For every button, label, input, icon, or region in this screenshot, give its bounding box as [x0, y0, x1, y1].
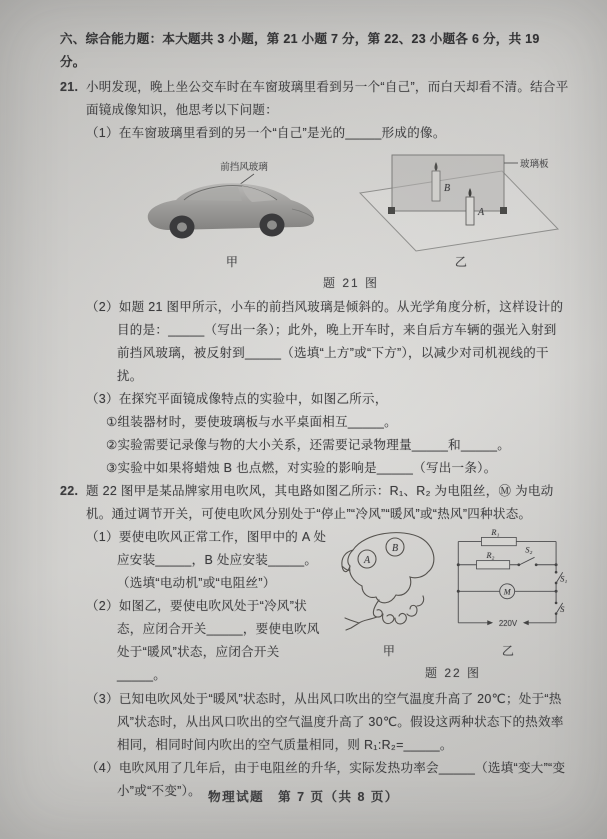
figure-22-circuit-caption: 乙 [501, 644, 515, 659]
figure-21-car [126, 157, 338, 269]
resistor-r2-label: R₂ [486, 551, 495, 561]
dryer-label-a: A [363, 555, 371, 567]
candle-a [466, 197, 474, 225]
figure-21-mirror-caption: 乙 [454, 255, 468, 269]
candle-b [432, 171, 440, 201]
q21-part-3-item-2: ②实验需要记录像与物的大小关系，还需要记录物理量_____和_____。 [106, 438, 511, 453]
mirror-experiment-diagram [352, 149, 570, 253]
circuit-diagram [445, 524, 571, 642]
switch-s2-contact-2 [535, 564, 538, 567]
plate-base-right [500, 207, 507, 214]
junction-left-r2 [457, 564, 460, 567]
figure-21-car-caption: 甲 [225, 255, 239, 269]
hair-dryer-sketch [337, 524, 441, 642]
switch-s-contact-1 [555, 602, 558, 605]
figure-22 [337, 524, 569, 683]
switch-s-contact-2 [555, 613, 558, 616]
question-21-stem: 小明发现，晚上坐公交车时在车窗玻璃里看到另一个“自己”，而白天却看不清。结合平面镜成像知识，他思考以下问题： [86, 80, 569, 117]
section-header: 六、综合能力题：本大题共 3 小题，第 21 小题 7 分，第 22、23 小题各 6 分，共 19 分。 [60, 32, 540, 69]
q21-part-3-item-3: ③实验中如果将蜡烛 B 也点燃，对实验的影响是_____（写出一条）。 [106, 461, 497, 476]
figure-22-dryer-caption: 甲 [382, 644, 396, 659]
source-arrow-left [487, 621, 493, 626]
q21-part-1: （1）在车窗玻璃里看到的另一个“自己”是光的_____形成的像。 [86, 126, 446, 140]
figure-21 [126, 149, 576, 294]
candle-a-label: A [478, 207, 485, 218]
car-front-hub [267, 220, 277, 229]
q22-part-4: （4）电吹风用了几年后，由于电阻丝的升华，实际发热功率会_____（选填“变大”“变小”或“不变”）。 [86, 760, 566, 798]
resistor-r2 [477, 561, 510, 569]
q21-part-3-item-1: ①组装器材时，要使玻璃板与水平桌面相互_____。 [106, 415, 397, 430]
switch-s1-label: S₁ [560, 574, 568, 584]
source-arrow-right [523, 621, 529, 626]
switch-s2-blade [520, 558, 535, 565]
switch-s2-label: S₂ [525, 545, 533, 555]
junction-left-motor [457, 590, 460, 593]
q21-part-3: （3）在探究平面镜成像特点的实验中，如图乙所示， [86, 392, 388, 407]
figure-21-mirror [352, 149, 570, 269]
car-illustration [126, 157, 338, 253]
question-22 [60, 480, 569, 526]
candle-b-label: B [444, 183, 451, 194]
question-22-body [60, 526, 569, 802]
q21-part-2: （2）如题 21 图甲所示，小车的前挡风玻璃是倾斜的。从光学角度分析，这样设计的目的是：_____（写出一条）；此外，晚上开车时，来自后方车辆的强光入射到前挡风玻璃，被反射到_____（选填“上方”或“下方”），以减少对司机视线的干扰。 [86, 300, 564, 384]
figure-22-circuit [445, 524, 571, 658]
plate-base-left [388, 207, 395, 214]
page-footer: 物理试题 第 7 页（共 8 页） [208, 790, 399, 804]
page-content [60, 28, 569, 803]
q22-part-1: （1）要使电吹风正常工作，图甲中的 A 处应安装_____，B 处应安装_____。（选填“电动机”或“电阻丝”） [86, 530, 327, 591]
question-22-stem: 题 22 图甲是某品牌家用电吹风，其电路如图乙所示：R₁、R₂ 为电阻丝，Ⓜ 为电动机。通过调节开关，可使电吹风分别处于“停止”“冷风”“暖风”或“热风”四种状态。 [86, 484, 554, 522]
source-voltage-label: 220V [498, 619, 518, 629]
dryer-plug [345, 617, 377, 630]
dryer-label-b: B [391, 543, 399, 555]
question-22-number: 22. [60, 484, 79, 499]
windshield-label: 前挡风玻璃 [220, 162, 268, 173]
switch-s2-contact-1 [517, 564, 520, 567]
q22-part-3: （3）已知电吹风处于“暖风”状态时，从出风口吹出的空气温度升高了 20℃；处于“热风”状态时，从出风口吹出的空气温度升高了 30℃。假设这两种状态下的热效率相同，相同时间内吹出的空气质量相同，则 R₁:R₂=_____。 [86, 691, 564, 752]
motor-label: M [503, 588, 511, 598]
question-21-number: 21. [60, 80, 79, 94]
switch-s1-contact-2 [555, 582, 558, 585]
resistor-r1-label: R₁ [491, 528, 500, 538]
q22-part-2: （2）如图乙，要使电吹风处于“冷风”状态，应闭合开关_____，要使电吹风处于“暖风”状态，应闭合开关_____。 [86, 599, 320, 683]
resistor-r1 [481, 538, 516, 546]
figure-22-caption: 题 22 图 [424, 665, 482, 680]
figure-21-caption: 题 21 图 [322, 276, 380, 291]
switch-s-label: S [560, 605, 565, 615]
dryer-cord [373, 596, 423, 624]
switch-s1-contact-1 [555, 571, 558, 574]
dryer-body [348, 533, 434, 603]
figure-22-dryer [337, 524, 441, 658]
glass-plate-label: 玻璃板 [520, 159, 549, 170]
question-21 [60, 76, 569, 122]
car-rear-hub [177, 222, 187, 231]
circuit-wires-left-top [458, 542, 556, 623]
